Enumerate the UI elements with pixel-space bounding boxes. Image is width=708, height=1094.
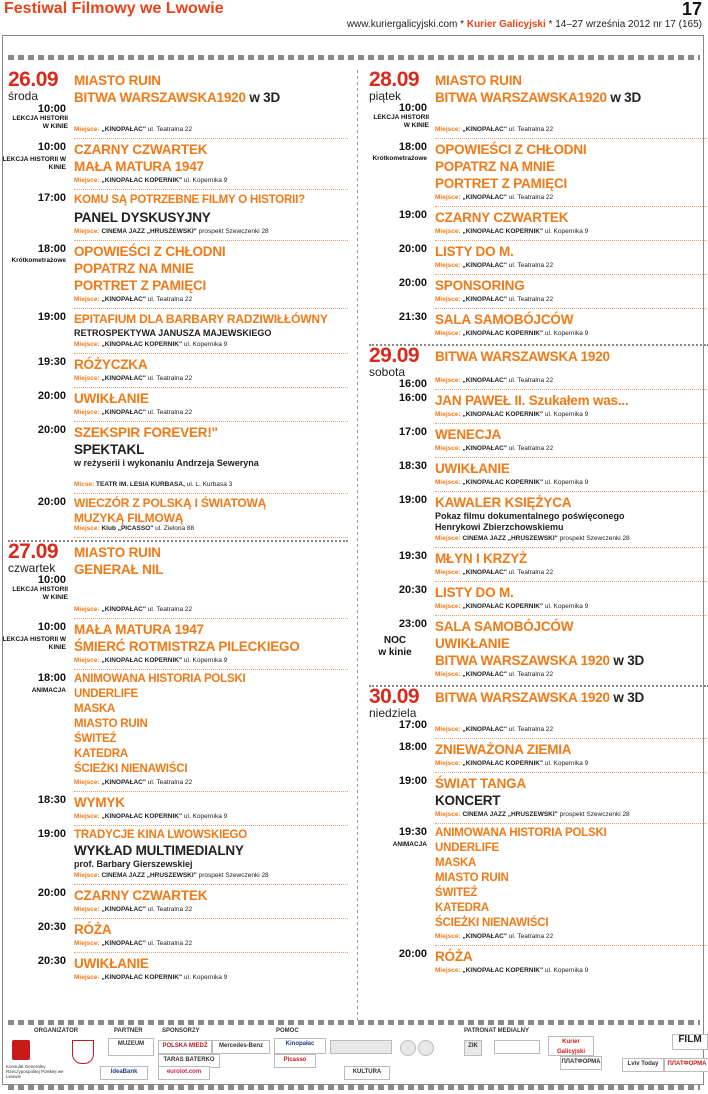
event-place: Miejsce: „KINOPAŁAC" ul. Teatralna 22 (435, 569, 554, 576)
sponsor-logo[interactable]: ПЛАТФОРМА (664, 1058, 708, 1072)
event (37, 953, 348, 986)
event-title[interactable]: MIASTO RUIN (74, 73, 161, 88)
event-title[interactable]: RÓŻYCZKA (74, 357, 148, 372)
event-title[interactable]: WENECJA (435, 427, 502, 442)
film-item[interactable]: MIASTO RUIN (435, 872, 509, 884)
event-time: 17:00 (37, 192, 66, 204)
partner-label: PARTNER (114, 1028, 143, 1034)
weekday: piątek (369, 89, 402, 103)
event-place: Miejsce: CINEMA JAZZ „HRUSZEWSKI" prospekt Szewczenki 28 (74, 228, 269, 235)
event (398, 241, 708, 275)
event-title[interactable]: LISTY DO M. (435, 244, 514, 259)
event-place: Miejsce: „KINOPAŁAC" ul. Teatralna 22 (435, 671, 554, 678)
event (2, 619, 348, 670)
event-title[interactable]: WIECZÓR Z POLSKĄ I ŚWIATOWĄ (74, 496, 267, 510)
event-title[interactable]: PORTRET Z PAMIĘCI (435, 176, 568, 191)
top-dash-divider (8, 55, 700, 60)
event-place: Miejsce: „KINOPAŁAC" ul. Teatralna 22 (74, 296, 193, 303)
event-time: 10:00 (398, 102, 427, 114)
event-title[interactable]: SPEKTAKL (74, 442, 145, 457)
event-place: Miejsce: „KINOPAŁAC" ul. Teatralna 22 (435, 445, 554, 452)
event-time: 19:00 (398, 494, 427, 506)
event (31, 670, 348, 792)
event (398, 492, 708, 548)
event-place: Miejsce: „KINOPAŁAC KOPERNIK" ul. Kopernika 9 (435, 603, 589, 610)
event-title[interactable]: CZARNY CZWARTEK (74, 142, 208, 157)
event (369, 344, 708, 390)
event-title[interactable]: UWIKŁANIE (435, 636, 510, 651)
date-block (369, 346, 433, 390)
event-time: 23:00 (398, 618, 427, 630)
event-tag: ANIMACJA (392, 841, 427, 848)
date: 26.09 (8, 68, 59, 91)
event-title[interactable]: BITWA WARSZAWSKA1920 w 3D (74, 90, 281, 105)
event-tag: LEKCJA HISTORII W KINIE (373, 114, 429, 129)
event (392, 824, 708, 946)
event (8, 68, 348, 139)
event-place: Miejsce: „KINOPAŁAC" ul. Teatralna 22 (435, 726, 554, 733)
event-tag: LEKCJA HISTORII W KINIE (2, 636, 66, 651)
event-title[interactable]: BITWA WARSZAWSKA 1920 w 3D (435, 653, 645, 668)
event-title[interactable]: ZNIEWAŻONA ZIEMIA (435, 742, 572, 757)
event-place: Miejsce: „KINOPAŁAC" ul. Teatralna 22 (435, 126, 554, 133)
event-time: 20:30 (398, 584, 427, 596)
website-link[interactable]: www.kuriergalicyjski.com (346, 19, 458, 30)
event (398, 548, 708, 582)
sponsor-logo[interactable]: Mercedes-Benz (212, 1040, 270, 1054)
event (398, 582, 708, 616)
date: 30.09 (369, 685, 420, 708)
event-title[interactable]: KOMU SĄ POTRZEBNE FILMY O HISTORII? (74, 194, 305, 206)
sponsor-logo[interactable]: IdeaBank (100, 1066, 148, 1080)
event-time: 20:00 (398, 277, 427, 289)
event (37, 919, 348, 953)
event-tag: Krótkometrażowe (11, 257, 66, 264)
event-title[interactable]: KAWALER KSIĘŻYCA (435, 495, 572, 510)
event (37, 826, 348, 885)
media-partners-label: PATRONAT MEDIALNY (464, 1028, 529, 1034)
film-item[interactable]: MASKA (435, 857, 477, 869)
film-item[interactable]: KATEDRA (74, 748, 128, 760)
bottom-dash-divider (8, 1020, 700, 1025)
help-label: POMOC (276, 1028, 299, 1034)
sponsors-strip (4, 1026, 707, 1082)
event-time: 20:00 (398, 948, 427, 960)
event-place: Miejsce: „KINOPAŁAC" ul. Teatralna 22 (74, 779, 193, 786)
polish-eagle-icon (12, 1040, 30, 1060)
sponsor-logo[interactable] (330, 1040, 392, 1054)
event-place: Miejsce: „KINOPAŁAC" ul. Teatralna 22 (74, 906, 193, 913)
date-block (8, 542, 72, 602)
date-block (369, 70, 433, 130)
sponsor-logo[interactable]: Kinopałac (274, 1038, 326, 1054)
film-item[interactable]: ŚWITEŹ (74, 733, 117, 745)
sponsor-logo[interactable] (400, 1040, 416, 1056)
event-time: 16:00 (398, 392, 427, 404)
event-time: 18:00 (398, 141, 427, 153)
event-time: 18:00 (398, 741, 427, 753)
event-title[interactable]: POPATRZ NA MNIE (435, 159, 555, 174)
event-time: 18:00 (37, 243, 66, 255)
sponsor-logo[interactable]: ZIK (464, 1040, 482, 1056)
event-title[interactable]: BITWA WARSZAWSKA 1920 (435, 349, 610, 364)
event-time: 18:30 (37, 794, 66, 806)
consulate-label: Konsulat Generalny Rzeczypospolitej Polskiej we Lwowie (6, 1064, 64, 1079)
right-column (369, 70, 708, 979)
date: 28.09 (369, 68, 420, 91)
event (398, 773, 708, 824)
date: 29.09 (369, 344, 420, 367)
event-place: Miejsce: „KINOPAŁAC KOPERNIK" ul. Kopernika 9 (74, 341, 228, 348)
event (369, 685, 708, 739)
sponsor-logo[interactable]: FILM (672, 1034, 708, 1050)
event-time: 19:00 (37, 311, 66, 323)
event-title[interactable]: OPOWIEŚCI Z CHŁODNI (74, 244, 226, 259)
event-time: 10:00 (37, 574, 66, 586)
event-title[interactable]: PORTRET Z PAMIĘCI (74, 278, 207, 293)
event-title[interactable]: MAŁA MATURA 1947 (74, 622, 204, 637)
film-item[interactable]: ŚCIEŻKI NIENAWIŚCI (74, 763, 188, 775)
event-time: 20:30 (37, 955, 66, 967)
event-place: Miejsce: „KINOPAŁAC KOPERNIK" ul. Kopernika 9 (74, 177, 228, 184)
event-place: Miejsce: „KINOPAŁAC KOPERNIK" ul. Kopernika 9 (435, 967, 589, 974)
event-title[interactable]: EPITAFIUM DLA BARBARY RADZIWIŁŁÓWNY (74, 312, 328, 326)
event-title[interactable]: MIASTO RUIN (435, 73, 522, 88)
event-title[interactable]: KONCERT (435, 793, 501, 808)
event-title[interactable]: MUZYKĄ FILMOWĄ (74, 511, 184, 525)
event-subtitle: prof. Barbary Gierszewskiej (74, 859, 193, 869)
event-time: 16:00 (398, 378, 427, 390)
sponsor-logo[interactable] (494, 1040, 540, 1054)
event (37, 885, 348, 919)
event-tag: LEKCJA HISTORII W KINIE (12, 115, 68, 130)
event (398, 390, 708, 424)
weekday: niedziela (369, 706, 417, 720)
column-divider (357, 70, 358, 1020)
film-item[interactable]: KATEDRA (435, 902, 489, 914)
film-item[interactable]: ŚCIEŻKI NIENAWIŚCI (435, 917, 549, 929)
event-time: 19:30 (398, 826, 427, 838)
event-time: 10:00 (37, 621, 66, 633)
event-title[interactable]: SZEKSPIR FOREVER!" (74, 425, 218, 440)
event-tag: Krótkometrażowe (372, 155, 427, 162)
event-title[interactable]: POPATRZ NA MNIE (74, 261, 194, 276)
event (37, 354, 348, 388)
event-title[interactable]: SPONSORING (435, 278, 525, 293)
event-place: Miejsce: CINEMA JAZZ „HRUSZEWSKI" prospekt Szewczenki 28 (435, 811, 630, 818)
film-item[interactable]: UNDERLIFE (435, 842, 500, 854)
event-time: 19:30 (37, 356, 66, 368)
event (37, 190, 348, 241)
event-title[interactable]: SALA SAMOBÓJCÓW (435, 312, 574, 327)
event-title[interactable]: ŚWIAT TANGA (435, 776, 527, 791)
crest-icon (72, 1040, 94, 1064)
film-item[interactable]: MIASTO RUIN (74, 718, 148, 730)
organizer-label: ORGANIZATOR (34, 1028, 79, 1034)
weekday: środa (8, 89, 39, 103)
event-title[interactable]: LISTY DO M. (435, 585, 514, 600)
event-title[interactable]: RÓŻA (74, 922, 112, 937)
event-place: Miejsce: „KINOPAŁAC" ul. Teatralna 22 (74, 606, 193, 613)
event-place: Miejsce: „KINOPAŁAC" ul. Teatralna 22 (435, 262, 554, 269)
event-title[interactable]: UWIKŁANIE (435, 461, 510, 476)
event (37, 422, 348, 494)
event-title[interactable]: RÓŻA (435, 949, 473, 964)
event-place: Miejsce: CINEMA JAZZ „HRUSZEWSKI" prospekt Szewczenki 28 (74, 872, 269, 879)
event-title[interactable]: UWIKŁANIE (74, 956, 149, 971)
event-title[interactable]: TRADYCJE KINA LWOWSKIEGO (74, 829, 248, 841)
event-title[interactable]: CZARNY CZWARTEK (74, 888, 208, 903)
sponsor-logo[interactable]: ПЛАТФОРМА (560, 1056, 602, 1070)
film-item[interactable]: UNDERLIFE (74, 688, 139, 700)
event-time: 18:30 (398, 460, 427, 472)
event-title[interactable]: ŚMIERĆ ROTMISTRZA PILECKIEGO (74, 639, 300, 654)
sponsors-label: SPONSORZY (162, 1028, 200, 1034)
event-place: Miejsce: „KINOPAŁAC KOPERNIK" ul. Kopernika 9 (435, 479, 589, 486)
event (369, 68, 708, 139)
event-place: Miejsce: „KINOPAŁAC KOPERNIK" ul. Kopernika 9 (435, 760, 589, 767)
event-time: 20:00 (37, 390, 66, 402)
event-time: 10:00 (37, 141, 66, 153)
sponsor-logo[interactable]: Picasso (274, 1054, 316, 1068)
event-title[interactable]: UWIKŁANIE (74, 391, 149, 406)
event-subtitle: Henrykowi Zbierzchowskiemu (435, 522, 564, 532)
sponsor-logo[interactable]: TARAS BATERKO (158, 1054, 220, 1068)
event-tag: NOC w kinie (378, 635, 412, 658)
film-item[interactable]: MASKA (74, 703, 116, 715)
event-subtitle: Pokaz filmu dokumentalnego poświęconego (435, 511, 625, 521)
event (37, 309, 348, 354)
event-title[interactable]: GENERAŁ NIL (74, 562, 164, 577)
date-block (369, 687, 433, 731)
event-time: 19:00 (398, 209, 427, 221)
event (398, 207, 708, 241)
event-place: Miejsce: Klub „PICASSO" ul. Zielona 88 (74, 525, 195, 532)
event (2, 139, 348, 190)
event-place: Miejsce: „KINOPAŁAC KOPERNIK" ul. Kopernika 9 (435, 411, 589, 418)
date-block (8, 70, 72, 131)
event-title[interactable]: MAŁA MATURA 1947 (74, 159, 204, 174)
event-subtitle: RETROSPEKTYWA JANUSZA MAJEWSKIEGO (74, 328, 272, 338)
event-tag: LEKCJA HISTORII W KINIE (12, 586, 68, 601)
event (8, 540, 348, 619)
page-number: 17 (681, 0, 702, 19)
event-place: Miejsce: „KINOPAŁAC" ul. Teatralna 22 (435, 933, 554, 940)
event-place: Miejsce: „KINOPAŁAC" ul. Teatralna 22 (435, 194, 554, 201)
event-title[interactable]: MIASTO RUIN (74, 545, 161, 560)
date: 27.09 (8, 540, 59, 563)
event-place: Miejsce: „KINOPAŁAC KOPERNIK" ul. Kopernika 9 (74, 657, 228, 664)
event-title[interactable]: BITWA WARSZAWSKA1920 w 3D (435, 90, 642, 105)
footer-dash-divider (8, 1085, 700, 1090)
paper-name: Kurier Galicyjski (466, 19, 546, 30)
sponsor-logo[interactable]: MUZEUM (108, 1038, 154, 1056)
event-place: Miejsce: „KINOPAŁAC" ul. Teatralna 22 (74, 409, 193, 416)
event (398, 946, 708, 979)
event-place: Miejsce: „KINOPAŁAC" ul. Teatralna 22 (435, 377, 554, 384)
sponsor-logo[interactable]: eurolot.com (158, 1066, 210, 1080)
sponsor-logo[interactable]: Kurier Galicyjski (548, 1036, 594, 1056)
event-time: 20:00 (398, 243, 427, 255)
event (398, 424, 708, 458)
event-tag: LEKCJA HISTORII W KINIE (2, 156, 66, 171)
film-item[interactable]: ŚWITEŹ (435, 887, 478, 899)
event-time: 19:00 (398, 775, 427, 787)
event-title[interactable]: PANEL DYSKUSYJNY (74, 210, 211, 225)
event-tag: ANIMACJA (31, 687, 66, 694)
event-time: 17:00 (398, 719, 427, 731)
event-subtitle: w reżyserii i wykonaniu Andrzeja Seweryna (74, 458, 259, 468)
event-title[interactable]: CZARNY CZWARTEK (435, 210, 569, 225)
event-title[interactable]: ANIMOWANA HISTORIA POLSKI (74, 673, 246, 685)
event-time: 20:00 (37, 424, 66, 436)
sponsor-logo[interactable]: Lviv Today (622, 1058, 664, 1072)
event-title[interactable]: BITWA WARSZAWSKA 1920 w 3D (435, 690, 645, 705)
event (398, 309, 708, 342)
event-title[interactable]: ANIMOWANA HISTORIA POLSKI (435, 827, 607, 839)
event (372, 139, 708, 207)
sponsor-logo[interactable]: POLSKA MIEDŹ (158, 1040, 212, 1054)
event-title[interactable]: OPOWIEŚCI Z CHŁODNI (435, 142, 587, 157)
event-time: 10:00 (37, 103, 66, 115)
left-column (2, 68, 348, 986)
event (11, 241, 348, 309)
event (37, 494, 348, 538)
event-time: 20:00 (37, 496, 66, 508)
event-time: 19:30 (398, 550, 427, 562)
event-time: 19:00 (37, 828, 66, 840)
festival-title: Festiwal Filmowy we Lwowie (4, 0, 224, 17)
event-title[interactable]: JAN PAWEŁ II. Szukałem was... (435, 393, 629, 408)
event-time: 17:00 (398, 426, 427, 438)
sponsor-logo[interactable]: KULTURA (344, 1066, 390, 1080)
event (37, 388, 348, 422)
event-place: Miejsce: „KINOPAŁAC KOPERNIK" ul. Kopernika 9 (435, 330, 589, 337)
sponsor-logo[interactable] (418, 1040, 434, 1056)
event (37, 792, 348, 826)
event-time: 20:30 (37, 921, 66, 933)
event-place: Miejsce: „KINOPAŁAC KOPERNIK" ul. Kopernika 9 (435, 228, 589, 235)
event (398, 739, 708, 773)
event-place: Miejsce: „KINOPAŁAC" ul. Teatralna 22 (74, 940, 193, 947)
event-time: 18:00 (37, 672, 66, 684)
event-title[interactable]: MŁYN I KRZYŻ (435, 551, 528, 566)
event (398, 458, 708, 492)
weekday: czwartek (8, 561, 56, 575)
event-title[interactable]: WYMYK (74, 795, 125, 810)
event (378, 616, 708, 683)
event-place: Miejsce: „KINOPAŁAC" ul. Teatralna 22 (74, 126, 193, 133)
event-place: Micse: TEATR IM. LESIA KURBASA, ul. L. Kurbasa 3 (74, 481, 233, 488)
event-time: 20:00 (37, 887, 66, 899)
event-place: Miejsce: „KINOPAŁAC KOPERNIK" ul. Kopernika 9 (74, 813, 228, 820)
event-place: Miejsce: „KINOPAŁAC" ul. Teatralna 22 (435, 296, 554, 303)
event-place: Miejsce: CINEMA JAZZ „HRUSZEWSKI" prospekt Szewczenki 28 (435, 535, 630, 542)
issue-line: www.kuriergalicyjski.com * Kurier Galicyjski * 14–27 września 2012 nr 17 (165) (346, 19, 702, 30)
event-title[interactable]: WYKŁAD MULTIMEDIALNY (74, 843, 244, 858)
weekday: sobota (369, 365, 406, 379)
event-place: Miejsce: „KINOPAŁAC" ul. Teatralna 22 (74, 375, 193, 382)
event (398, 275, 708, 309)
event-time: 21:30 (398, 311, 427, 323)
event-place: Miejsce: „KINOPAŁAC KOPERNIK" ul. Kopernika 9 (74, 974, 228, 981)
event-title[interactable]: SALA SAMOBÓJCÓW (435, 619, 574, 634)
